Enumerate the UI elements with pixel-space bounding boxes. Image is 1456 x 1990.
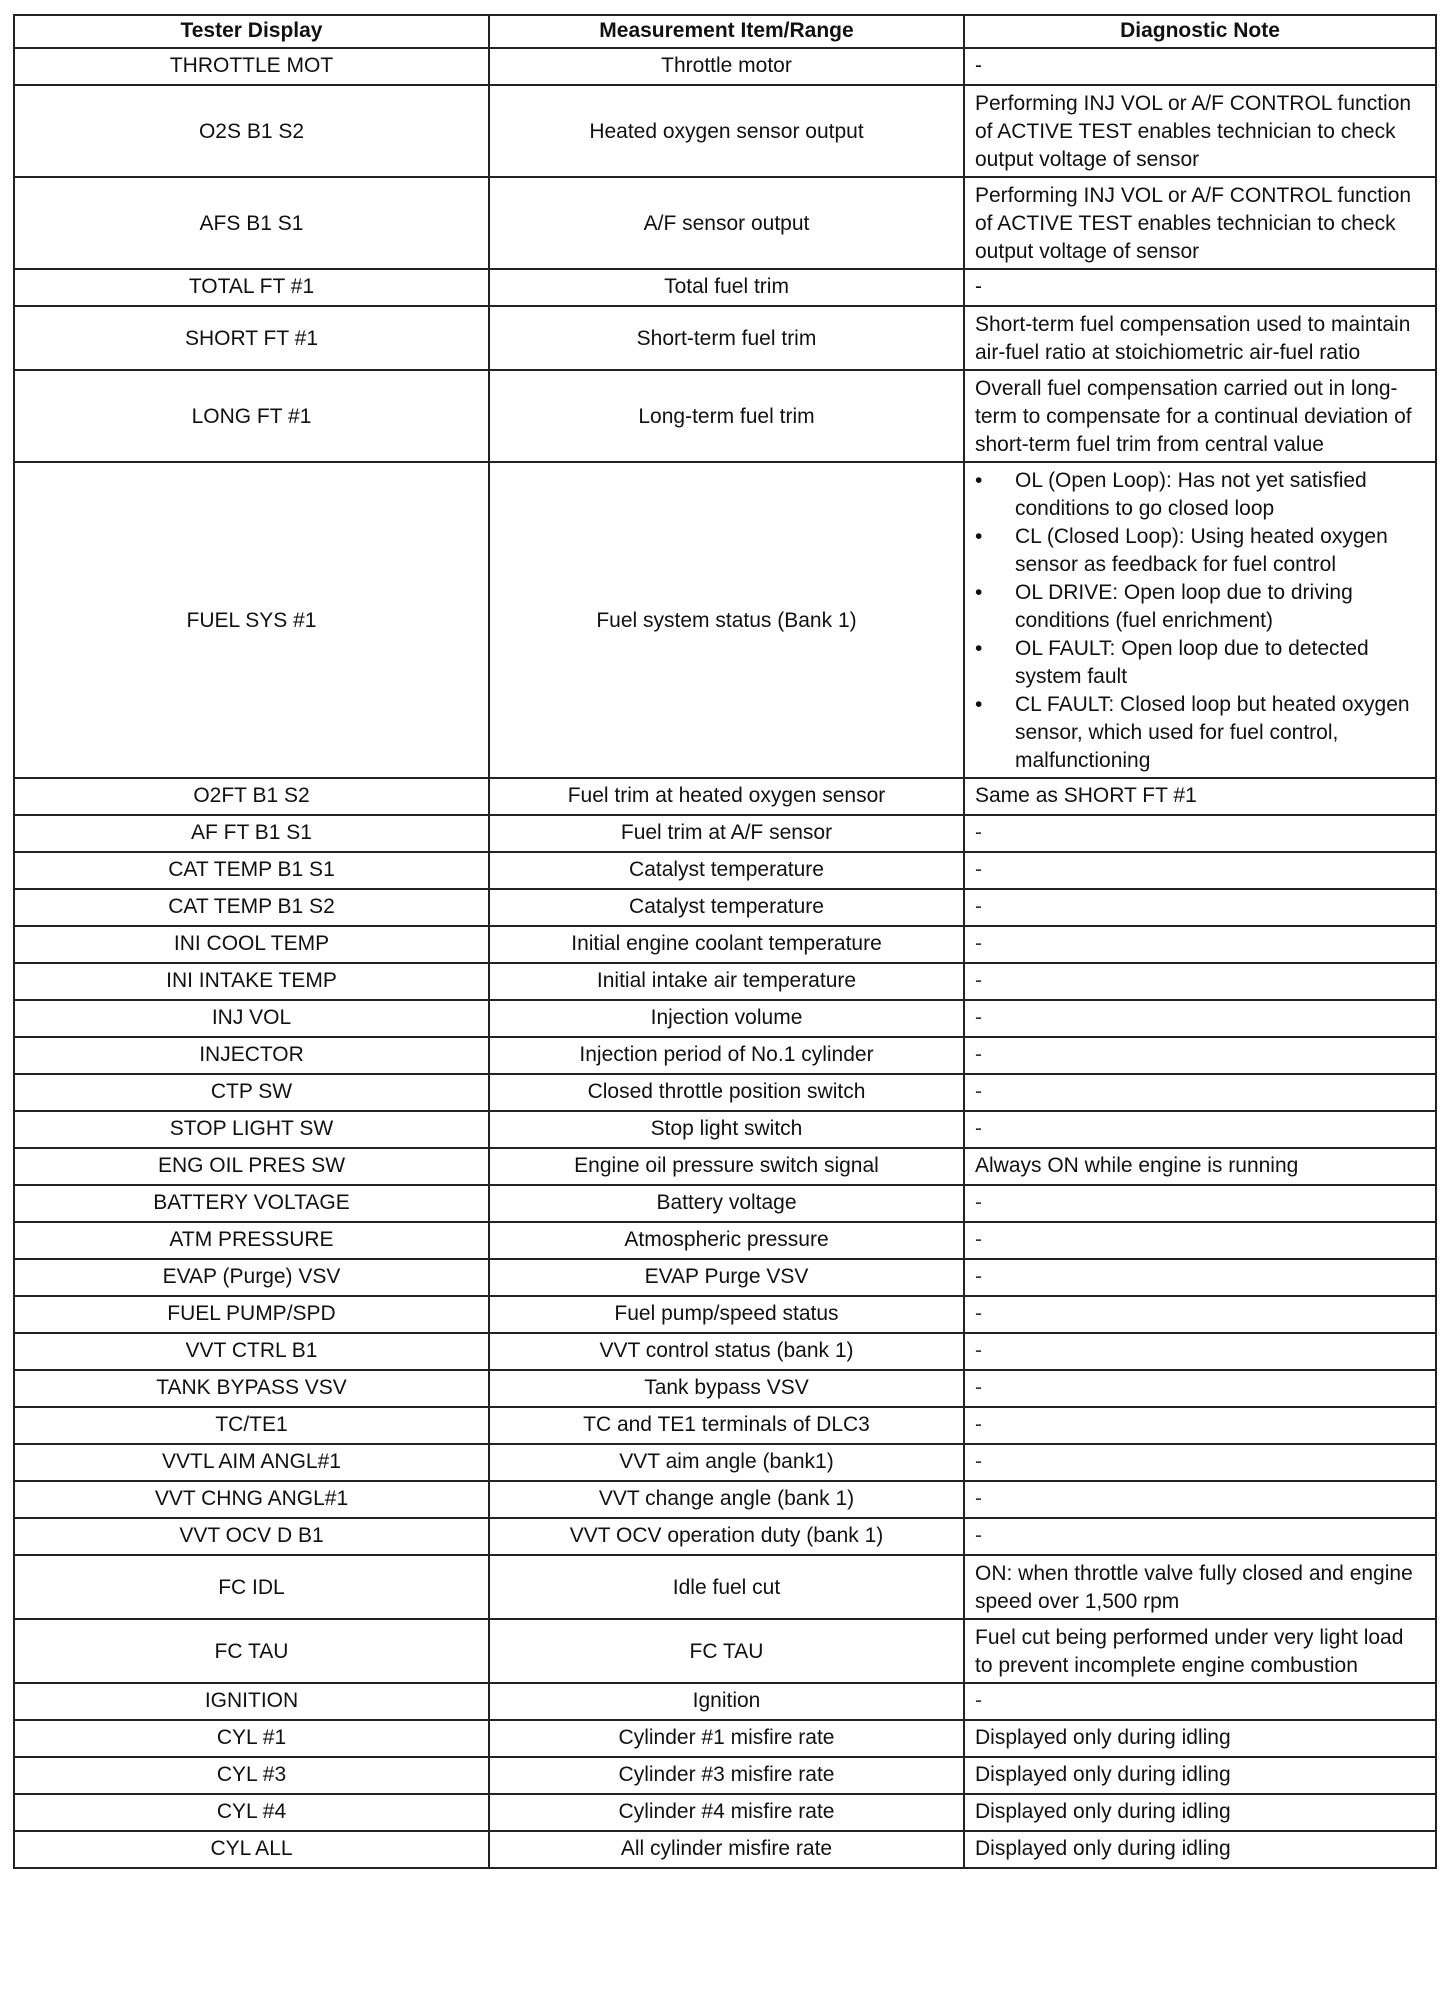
tester-display-cell: INI INTAKE TEMP (14, 963, 489, 1000)
list-item: • CL (Closed Loop): Using heated oxygen sensor as feedback for fuel control (975, 523, 1425, 579)
tester-display-cell: STOP LIGHT SW (14, 1111, 489, 1148)
list-item: • CL FAULT: Closed loop but heated oxygen sensor, which used for fuel control, malfunctioning (975, 691, 1425, 775)
measurement-item-cell: Fuel system status (Bank 1) (489, 462, 964, 778)
tester-display-cell: EVAP (Purge) VSV (14, 1259, 489, 1296)
diagnostic-note-cell (964, 462, 1436, 778)
measurement-item-cell: Cylinder #4 misfire rate (489, 1794, 964, 1831)
tester-display-cell: LONG FT #1 (14, 370, 489, 462)
diagnostic-note-cell: - (964, 1074, 1436, 1111)
measurement-item-cell: EVAP Purge VSV (489, 1259, 964, 1296)
diagnostic-note-cell: Overall fuel compensation carried out in long-term to compensate for a continual deviation of short-term fuel trim from central value (964, 370, 1436, 462)
table-row (14, 1720, 1436, 1757)
diagnostic-note-cell: - (964, 889, 1436, 926)
table-row (14, 177, 1436, 269)
table-row (14, 1296, 1436, 1333)
diagnostic-note-cell: - (964, 1259, 1436, 1296)
measurement-item-cell: Initial engine coolant temperature (489, 926, 964, 963)
diagnostic-note-cell: - (964, 1407, 1436, 1444)
table-row (14, 852, 1436, 889)
table-row (14, 778, 1436, 815)
diagnostic-note-cell: - (964, 1296, 1436, 1333)
tester-display-cell: FUEL PUMP/SPD (14, 1296, 489, 1333)
table-row (14, 1370, 1436, 1407)
diagnostic-note-cell: - (964, 1111, 1436, 1148)
tester-display-cell: CAT TEMP B1 S2 (14, 889, 489, 926)
diagnostic-note-cell: - (964, 1333, 1436, 1370)
diagnostic-note-cell: - (964, 1683, 1436, 1720)
table-row (14, 1555, 1436, 1619)
measurement-item-cell: Cylinder #1 misfire rate (489, 1720, 964, 1757)
measurement-item-cell: Stop light switch (489, 1111, 964, 1148)
diagnostic-note-cell: Displayed only during idling (964, 1794, 1436, 1831)
table-row (14, 1407, 1436, 1444)
measurement-item-cell: TC and TE1 terminals of DLC3 (489, 1407, 964, 1444)
diagnostic-note-cell: - (964, 48, 1436, 85)
diagnostic-note-cell: - (964, 852, 1436, 889)
measurement-item-cell: Engine oil pressure switch signal (489, 1148, 964, 1185)
table-row (14, 926, 1436, 963)
tester-display-cell: ATM PRESSURE (14, 1222, 489, 1259)
diagnostic-note-cell: - (964, 1185, 1436, 1222)
table-row (14, 462, 1436, 778)
table-row (14, 1111, 1436, 1148)
diagnostic-note-cell: - (964, 963, 1436, 1000)
diagnostic-note-cell: Displayed only during idling (964, 1757, 1436, 1794)
table-row (14, 1518, 1436, 1555)
diagnostic-note-cell: Same as SHORT FT #1 (964, 778, 1436, 815)
measurement-item-cell: VVT control status (bank 1) (489, 1333, 964, 1370)
measurement-item-cell: Battery voltage (489, 1185, 964, 1222)
diagnostic-note-cell: - (964, 1370, 1436, 1407)
tester-display-cell: O2S B1 S2 (14, 85, 489, 177)
measurement-item-cell: Injection volume (489, 1000, 964, 1037)
table-row (14, 1794, 1436, 1831)
tester-display-cell: FC IDL (14, 1555, 489, 1619)
measurement-item-cell: FC TAU (489, 1619, 964, 1683)
table-row (14, 963, 1436, 1000)
header-diagnostic-note: Diagnostic Note (964, 15, 1436, 48)
table-row (14, 1148, 1436, 1185)
table-row (14, 815, 1436, 852)
table-row (14, 48, 1436, 85)
measurement-item-cell: All cylinder misfire rate (489, 1831, 964, 1868)
tester-display-cell: ENG OIL PRES SW (14, 1148, 489, 1185)
tester-display-cell: CYL #3 (14, 1757, 489, 1794)
diagnostic-data-table (13, 14, 1437, 1869)
measurement-item-cell: Injection period of No.1 cylinder (489, 1037, 964, 1074)
measurement-item-cell: Initial intake air temperature (489, 963, 964, 1000)
measurement-item-cell: Catalyst temperature (489, 852, 964, 889)
diagnostic-note-cell: - (964, 1000, 1436, 1037)
diagnostic-note-cell: Performing INJ VOL or A/F CONTROL function of ACTIVE TEST enables technician to check output voltage of sensor (964, 85, 1436, 177)
tester-display-cell: VVT CTRL B1 (14, 1333, 489, 1370)
tester-display-cell: BATTERY VOLTAGE (14, 1185, 489, 1222)
fuel-system-status-list (975, 467, 1425, 775)
measurement-item-cell: Catalyst temperature (489, 889, 964, 926)
tester-display-cell: VVT OCV D B1 (14, 1518, 489, 1555)
measurement-item-cell: Heated oxygen sensor output (489, 85, 964, 177)
tester-display-cell: CTP SW (14, 1074, 489, 1111)
tester-display-cell: IGNITION (14, 1683, 489, 1720)
measurement-item-cell: Fuel trim at heated oxygen sensor (489, 778, 964, 815)
list-item: • OL FAULT: Open loop due to detected system fault (975, 635, 1425, 691)
diagnostic-note-cell: ON: when throttle valve fully closed and engine speed over 1,500 rpm (964, 1555, 1436, 1619)
tester-display-cell: THROTTLE MOT (14, 48, 489, 85)
diagnostic-note-cell: Displayed only during idling (964, 1720, 1436, 1757)
tester-display-cell: INJECTOR (14, 1037, 489, 1074)
data-list-sheet (13, 14, 1435, 1869)
table-body (14, 48, 1436, 1868)
table-row (14, 1259, 1436, 1296)
tester-display-cell: TOTAL FT #1 (14, 269, 489, 306)
diagnostic-note-cell: - (964, 1444, 1436, 1481)
tester-display-cell: INI COOL TEMP (14, 926, 489, 963)
table-row (14, 1037, 1436, 1074)
measurement-item-cell: Atmospheric pressure (489, 1222, 964, 1259)
tester-display-cell: CAT TEMP B1 S1 (14, 852, 489, 889)
measurement-item-cell: VVT OCV operation duty (bank 1) (489, 1518, 964, 1555)
tester-display-cell: AF FT B1 S1 (14, 815, 489, 852)
diagnostic-note-cell: Fuel cut being performed under very light load to prevent incomplete engine combustion (964, 1619, 1436, 1683)
table-row (14, 1000, 1436, 1037)
measurement-item-cell: Cylinder #3 misfire rate (489, 1757, 964, 1794)
tester-display-cell: SHORT FT #1 (14, 306, 489, 370)
diagnostic-note-cell: - (964, 1037, 1436, 1074)
measurement-item-cell: VVT aim angle (bank1) (489, 1444, 964, 1481)
table-row (14, 1831, 1436, 1868)
measurement-item-cell: Fuel pump/speed status (489, 1296, 964, 1333)
measurement-item-cell: Tank bypass VSV (489, 1370, 964, 1407)
diagnostic-note-cell: Displayed only during idling (964, 1831, 1436, 1868)
table-row (14, 1757, 1436, 1794)
table-row (14, 1333, 1436, 1370)
table-row (14, 269, 1436, 306)
table-row (14, 85, 1436, 177)
measurement-item-cell: VVT change angle (bank 1) (489, 1481, 964, 1518)
diagnostic-note-cell: - (964, 1222, 1436, 1259)
tester-display-cell: CYL ALL (14, 1831, 489, 1868)
table-row (14, 1619, 1436, 1683)
tester-display-cell: FUEL SYS #1 (14, 462, 489, 778)
tester-display-cell: CYL #4 (14, 1794, 489, 1831)
tester-display-cell: FC TAU (14, 1619, 489, 1683)
diagnostic-note-cell: - (964, 815, 1436, 852)
diagnostic-note-cell: Performing INJ VOL or A/F CONTROL function of ACTIVE TEST enables technician to check output voltage of sensor (964, 177, 1436, 269)
measurement-item-cell: Idle fuel cut (489, 1555, 964, 1619)
tester-display-cell: INJ VOL (14, 1000, 489, 1037)
tester-display-cell: CYL #1 (14, 1720, 489, 1757)
measurement-item-cell: Ignition (489, 1683, 964, 1720)
diagnostic-note-cell: Always ON while engine is running (964, 1148, 1436, 1185)
measurement-item-cell: Long-term fuel trim (489, 370, 964, 462)
diagnostic-note-cell: - (964, 1481, 1436, 1518)
measurement-item-cell: Total fuel trim (489, 269, 964, 306)
diagnostic-note-cell: - (964, 926, 1436, 963)
list-item: • OL (Open Loop): Has not yet satisfied conditions to go closed loop (975, 467, 1425, 523)
measurement-item-cell: Fuel trim at A/F sensor (489, 815, 964, 852)
table-row (14, 306, 1436, 370)
header-measurement-item: Measurement Item/Range (489, 15, 964, 48)
measurement-item-cell: Short-term fuel trim (489, 306, 964, 370)
diagnostic-note-cell: - (964, 1518, 1436, 1555)
diagnostic-note-cell: - (964, 269, 1436, 306)
table-row (14, 1222, 1436, 1259)
header-tester-display: Tester Display (14, 15, 489, 48)
table-row (14, 1481, 1436, 1518)
table-row (14, 370, 1436, 462)
table-header-row (14, 15, 1436, 48)
tester-display-cell: TANK BYPASS VSV (14, 1370, 489, 1407)
tester-display-cell: AFS B1 S1 (14, 177, 489, 269)
tester-display-cell: TC/TE1 (14, 1407, 489, 1444)
table-row (14, 889, 1436, 926)
table-row (14, 1683, 1436, 1720)
tester-display-cell: VVT CHNG ANGL#1 (14, 1481, 489, 1518)
diagnostic-note-cell: Short-term fuel compensation used to maintain air-fuel ratio at stoichiometric air-fuel ratio (964, 306, 1436, 370)
tester-display-cell: O2FT B1 S2 (14, 778, 489, 815)
list-item: • OL DRIVE: Open loop due to driving conditions (fuel enrichment) (975, 579, 1425, 635)
table-row (14, 1185, 1436, 1222)
tester-display-cell: VVTL AIM ANGL#1 (14, 1444, 489, 1481)
table-row (14, 1444, 1436, 1481)
measurement-item-cell: A/F sensor output (489, 177, 964, 269)
table-row (14, 1074, 1436, 1111)
measurement-item-cell: Throttle motor (489, 48, 964, 85)
measurement-item-cell: Closed throttle position switch (489, 1074, 964, 1111)
